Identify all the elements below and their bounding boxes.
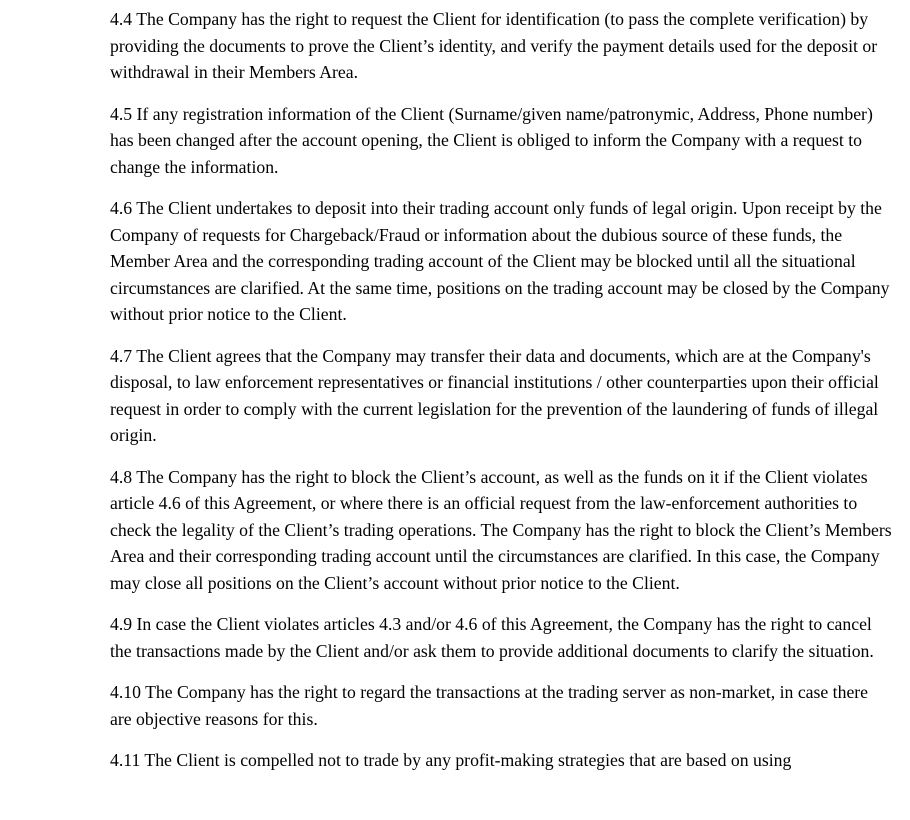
clause-text: The Company has the right to request the Client for identification (to pass the complete verification) by providing the documents to prove the Client’s identity, and verify the payment details used for the deposit or withdrawal in their Members Area. — [110, 9, 878, 82]
clause-text: In case the Client violates articles 4.3 and/or 4.6 of this Agreement, the Company has the right to cancel the transactions made by the Client and/or ask them to provide additional documents to clarify the situation. — [110, 614, 874, 661]
clause-text: If any registration information of the Client (Surname/given name/patronymic, Address, Phone number) has been changed after the account opening, the Client is obliged to inform the Company with a request to change the information. — [110, 103, 873, 177]
clause-text: The Company has the right to block the Client’s account, as well as the funds on it if the Client violates article 4.6 of this Agreement, or where there is an official request from the law-enforcement authorities to check the legality of the Client’s trading operations. The Company has the right to block the Client’s Members Area and their corresponding trading account until the circumstances are clarified. In this case, the Company may close all positions on the Client’s account without prior notice to the Client. — [110, 466, 892, 593]
agreement-paragraph-4-10 — [110, 679, 892, 732]
clause-number: 4.8 — [110, 466, 133, 487]
agreement-paragraph-4-4 — [110, 6, 892, 86]
clause-number: 4.9 — [110, 614, 133, 634]
clause-number: 4.10 — [110, 682, 141, 702]
clause-number: 4.11 — [110, 750, 141, 770]
agreement-paragraph-4-5 — [110, 101, 892, 181]
agreement-paragraph-4-9 — [110, 611, 892, 664]
agreement-paragraph-4-6 — [110, 195, 892, 328]
clause-number: 4.5 — [110, 103, 133, 124]
document-text-column — [110, 6, 892, 789]
agreement-paragraph-4-8 — [110, 464, 892, 597]
agreement-paragraph-4-11 — [110, 747, 892, 774]
clause-text: The Client agrees that the Company may transfer their data and documents, which are at the Company's disposal, to law enforcement representatives or financial institutions / other counterparties upon their official request in order to comply with the current legislation for the prevention of the laundering of funds of illegal origin. — [110, 345, 879, 445]
agreement-paragraph-4-7 — [110, 343, 892, 449]
clause-number: 4.7 — [110, 345, 133, 366]
clause-text: The Client undertakes to deposit into their trading account only funds of legal origin. Upon receipt by the Company of requests for Chargeback/Fraud or information about the dubious source of these funds, the Member Area and the corresponding trading account of the Client may be blocked until all the situational circumstances are clarified. At the same time, positions on the trading account may be closed by the Company without prior notice to the Client. — [110, 198, 890, 324]
clause-text: The Company has the right to regard the transactions at the trading server as non-market, in case there are objective reasons for this. — [110, 682, 869, 729]
clause-number: 4.6 — [110, 198, 133, 218]
clause-number: 4.4 — [110, 9, 133, 29]
clause-text: The Client is compelled not to trade by any profit-making strategies that are based on using — [144, 750, 792, 770]
